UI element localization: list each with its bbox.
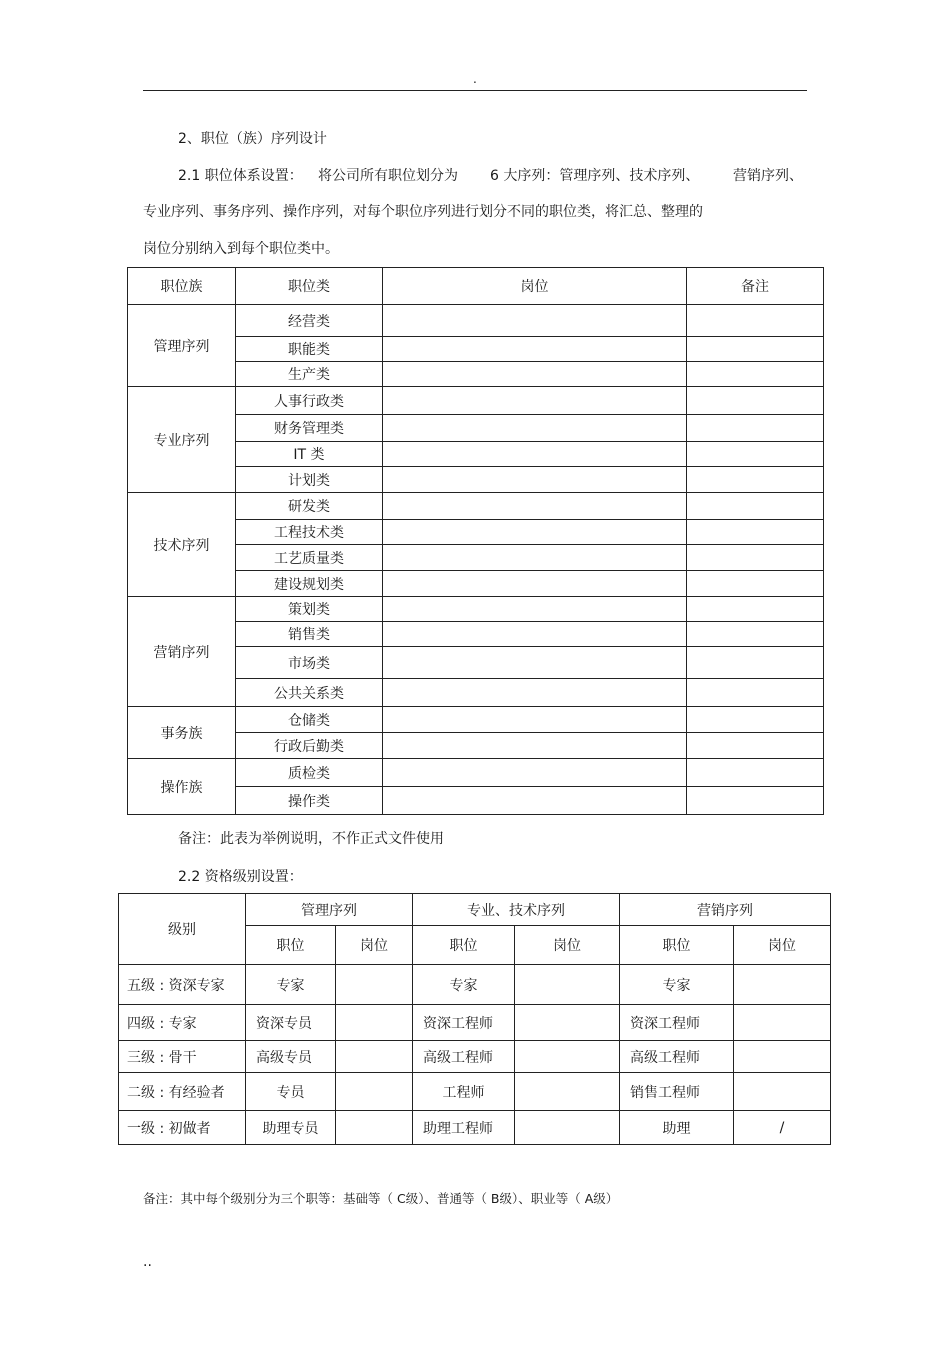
class-cell: 行政后勤类: [236, 733, 383, 759]
sales-position-cell: 助理: [620, 1111, 734, 1145]
level-header: 级别: [119, 894, 246, 965]
table-header-row: [128, 268, 824, 305]
tech-position-cell: 高级工程师: [413, 1041, 515, 1073]
subheader-post: 岗位: [515, 926, 620, 965]
remark-cell: [687, 679, 824, 707]
class-cell: 策划类: [236, 597, 383, 622]
job-family-table: [127, 267, 824, 815]
table-row: [128, 707, 824, 733]
group-header: 专业、技术序列: [413, 894, 620, 926]
remark-cell: [687, 520, 824, 545]
post-cell: [383, 597, 687, 622]
sales-post-cell: /: [734, 1111, 831, 1145]
mgmt-position-cell: 助理专员: [246, 1111, 336, 1145]
family-cell: 操作族: [128, 759, 236, 815]
class-cell: 生产类: [236, 362, 383, 387]
class-cell: 市场类: [236, 647, 383, 679]
table-row: [128, 493, 824, 520]
paragraph-line2: 专业序列、事务序列、操作序列，对每个职位序列进行划分不同的职位类，将汇总、整理的: [143, 204, 703, 220]
mgmt-position-cell: 专员: [246, 1073, 336, 1111]
header-post: 岗位: [383, 268, 687, 305]
class-cell: 销售类: [236, 622, 383, 647]
post-cell: [383, 647, 687, 679]
footer-mark: ..: [143, 1254, 152, 1270]
class-cell: 仓储类: [236, 707, 383, 733]
header-class: 职位类: [236, 268, 383, 305]
tech-post-cell: [515, 1073, 620, 1111]
sales-post-cell: [734, 1073, 831, 1111]
post-cell: [383, 622, 687, 647]
sales-position-cell: 销售工程师: [620, 1073, 734, 1111]
remark-cell: [687, 442, 824, 467]
post-cell: [383, 679, 687, 707]
post-cell: [383, 759, 687, 787]
tech-position-cell: 助理工程师: [413, 1111, 515, 1145]
family-cell: 管理序列: [128, 305, 236, 387]
mgmt-post-cell: [336, 1041, 413, 1073]
level-cell: 三级 : 骨干: [119, 1041, 246, 1073]
group-header: 营销序列: [620, 894, 831, 926]
table-row: [119, 1111, 831, 1145]
tech-post-cell: [515, 1111, 620, 1145]
table2-note: 备注：其中每个级别分为三个职等：基础等（ C级）、普通等（ B级）、职业等（ A级）: [143, 1191, 619, 1206]
post-cell: [383, 707, 687, 733]
sales-post-cell: [734, 965, 831, 1005]
table-row: [119, 1073, 831, 1111]
post-cell: [383, 442, 687, 467]
class-cell: 职能类: [236, 337, 383, 362]
sales-position-cell: 资深工程师: [620, 1005, 734, 1041]
class-cell: 操作类: [236, 787, 383, 815]
class-cell: 计划类: [236, 467, 383, 493]
class-cell: 人事行政类: [236, 387, 383, 415]
tech-position-cell: 工程师: [413, 1073, 515, 1111]
remark-cell: [687, 759, 824, 787]
table-row: [128, 387, 824, 415]
paragraph-line3: 岗位分别纳入到每个职位类中。: [143, 241, 339, 257]
post-cell: [383, 415, 687, 442]
post-cell: [383, 337, 687, 362]
remark-cell: [687, 707, 824, 733]
post-cell: [383, 520, 687, 545]
table-row: [128, 759, 824, 787]
remark-cell: [687, 387, 824, 415]
group-header: 管理序列: [246, 894, 413, 926]
mgmt-position-cell: 专家: [246, 965, 336, 1005]
tech-post-cell: [515, 1005, 620, 1041]
post-cell: [383, 545, 687, 571]
class-cell: 财务管理类: [236, 415, 383, 442]
paragraph-line1-part2: 将公司所有职位划分为: [318, 168, 458, 184]
mgmt-post-cell: [336, 965, 413, 1005]
subheader-position: 职位: [246, 926, 336, 965]
family-cell: 营销序列: [128, 597, 236, 707]
family-cell: 事务族: [128, 707, 236, 759]
remark-cell: [687, 305, 824, 337]
remark-cell: [687, 622, 824, 647]
sales-position-cell: 高级工程师: [620, 1041, 734, 1073]
class-cell: 工程技术类: [236, 520, 383, 545]
section-heading: 2、职位（族）序列设计: [178, 131, 327, 147]
post-cell: [383, 467, 687, 493]
remark-cell: [687, 467, 824, 493]
remark-cell: [687, 571, 824, 597]
sales-post-cell: [734, 1041, 831, 1073]
post-cell: [383, 787, 687, 815]
subheader-position: 职位: [620, 926, 734, 965]
header-rule: [143, 90, 807, 91]
table-row: [128, 597, 824, 622]
subheader-post: 岗位: [734, 926, 831, 965]
class-cell: 公共关系类: [236, 679, 383, 707]
class-cell: 工艺质量类: [236, 545, 383, 571]
table-header-row: [119, 894, 831, 926]
post-cell: [383, 305, 687, 337]
header-remark: 备注: [687, 268, 824, 305]
mgmt-post-cell: [336, 1005, 413, 1041]
mgmt-post-cell: [336, 1111, 413, 1145]
remark-cell: [687, 337, 824, 362]
subheader-position: 职位: [413, 926, 515, 965]
remark-cell: [687, 493, 824, 520]
tech-position-cell: 资深工程师: [413, 1005, 515, 1041]
level-cell: 四级 : 专家: [119, 1005, 246, 1041]
tech-position-cell: 专家: [413, 965, 515, 1005]
tech-post-cell: [515, 1041, 620, 1073]
tech-post-cell: [515, 965, 620, 1005]
table-row: [119, 965, 831, 1005]
paragraph-line1-part1: 2.1 职位体系设置：: [178, 168, 303, 184]
mgmt-position-cell: 高级专员: [246, 1041, 336, 1073]
remark-cell: [687, 787, 824, 815]
remark-cell: [687, 597, 824, 622]
paragraph-line1-part3: 6 大序列：管理序列、技术序列、: [490, 168, 700, 184]
mgmt-position-cell: 资深专员: [246, 1005, 336, 1041]
mgmt-post-cell: [336, 1073, 413, 1111]
qualification-level-table: [118, 893, 831, 1145]
class-cell: IT 类: [236, 442, 383, 467]
post-cell: [383, 571, 687, 597]
post-cell: [383, 493, 687, 520]
remark-cell: [687, 415, 824, 442]
class-cell: 建设规划类: [236, 571, 383, 597]
section-2-2-heading: 2.2 资格级别设置：: [178, 869, 303, 885]
remark-cell: [687, 545, 824, 571]
table-row: [128, 305, 824, 337]
post-cell: [383, 362, 687, 387]
post-cell: [383, 733, 687, 759]
post-cell: [383, 387, 687, 415]
header-mark: .: [473, 72, 477, 86]
sales-position-cell: 专家: [620, 965, 734, 1005]
remark-cell: [687, 733, 824, 759]
table-row: [119, 1041, 831, 1073]
header-family: 职位族: [128, 268, 236, 305]
table-row: [119, 1005, 831, 1041]
class-cell: 研发类: [236, 493, 383, 520]
paragraph-line1-part4: 营销序列、: [733, 168, 803, 184]
subheader-post: 岗位: [336, 926, 413, 965]
family-cell: 专业序列: [128, 387, 236, 493]
level-cell: 五级 : 资深专家: [119, 965, 246, 1005]
remark-cell: [687, 647, 824, 679]
level-cell: 二级 : 有经验者: [119, 1073, 246, 1111]
level-cell: 一级 : 初做者: [119, 1111, 246, 1145]
remark-cell: [687, 362, 824, 387]
sales-post-cell: [734, 1005, 831, 1041]
family-cell: 技术序列: [128, 493, 236, 597]
class-cell: 质检类: [236, 759, 383, 787]
table1-note: 备注：此表为举例说明，不作正式文件使用: [178, 831, 444, 847]
class-cell: 经营类: [236, 305, 383, 337]
